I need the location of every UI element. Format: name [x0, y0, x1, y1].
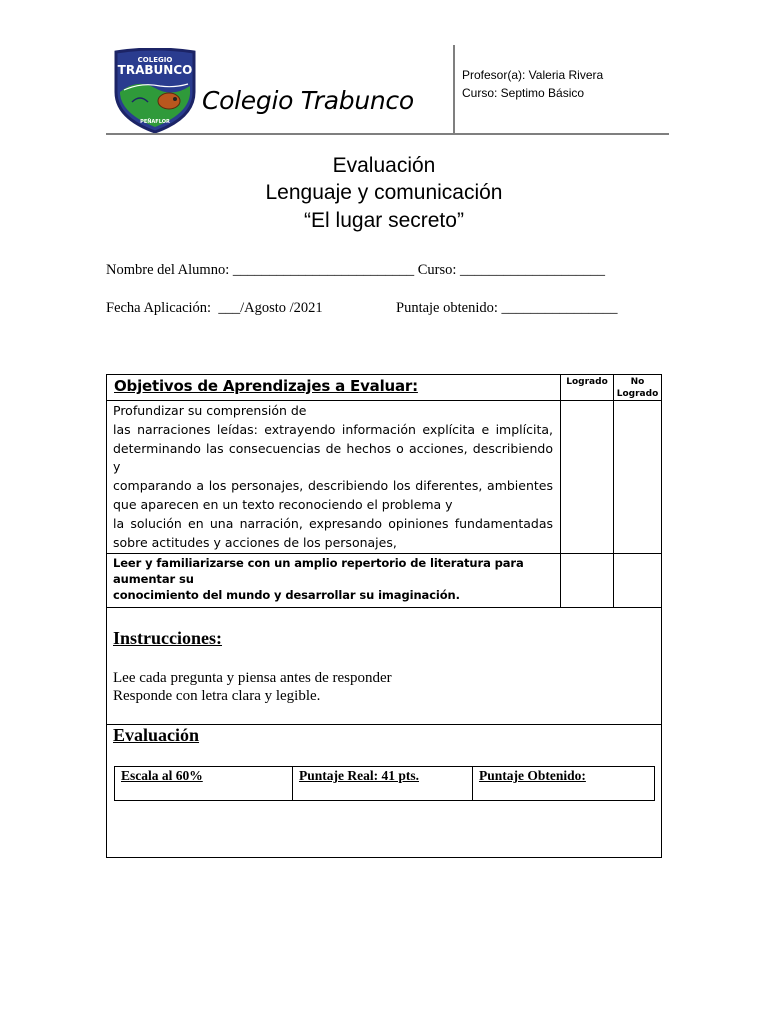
school-logo — [112, 48, 198, 134]
score-blank[interactable]: ________________ — [501, 300, 618, 316]
objective-1-line: determinando las consecuencias de hechos o acciones, describiendo y — [113, 440, 553, 475]
objective-1-line: Profundizar su comprensión de — [113, 403, 307, 418]
objective-2-not-achieved-cell[interactable] — [614, 554, 661, 607]
title-story: “El lugar secreto” — [304, 209, 464, 232]
score-col-divider-1 — [292, 766, 293, 801]
scale-label: Escala al 60% — [121, 768, 203, 783]
objective-1-line: que aparecen en un texto reconociendo el problema y — [113, 496, 453, 512]
objective-2-line: Leer y familiarizarse con un amplio repertorio de literatura para aumentar su — [113, 556, 524, 586]
obtained-score-label: Puntaje Obtenido: — [479, 768, 586, 783]
objective-2-text — [113, 555, 555, 603]
instructions-box — [106, 607, 662, 725]
title-subject: Lenguaje y comunicación — [265, 181, 503, 204]
objective-2-achieved-cell[interactable] — [561, 554, 613, 607]
date-line[interactable]: Fecha Aplicación: ___/Agosto /2021 — [106, 300, 323, 316]
real-score-label: Puntaje Real: 41 pts. — [299, 768, 419, 783]
objective-1-achieved-cell[interactable] — [561, 401, 613, 553]
objective-1-line: las narraciones leídas: extrayendo información explícita e implícita, — [113, 421, 553, 437]
objective-2-line: conocimiento del mundo y desarrollar su imaginación. — [113, 588, 460, 602]
evaluation-title: Evaluación — [113, 725, 200, 745]
logo-text-main: TRABUNCO — [117, 63, 193, 77]
score-col-divider-2 — [472, 766, 473, 801]
objective-1-line: sobre actitudes y acciones de los personajes, — [113, 534, 397, 550]
logo-text-top: COLEGIO — [137, 56, 173, 64]
score-label: Puntaje obtenido: — [396, 300, 502, 316]
instructions-title: Instrucciones: — [113, 628, 222, 648]
objective-1-not-achieved-cell[interactable] — [614, 401, 661, 553]
col-not-achieved-header — [614, 376, 661, 400]
header-divider-horizontal — [106, 133, 669, 135]
objective-1-line: la solución en una narración, expresando opiniones fundamentadas — [113, 515, 553, 531]
student-name-line[interactable]: Nombre del Alumno: _________________________ Curso: ____________________ — [106, 262, 606, 278]
logo-text-bottom: PEÑAFLOR — [140, 119, 170, 125]
col-achieved-header: Logrado — [566, 377, 608, 387]
instruction-line-1: Lee cada pregunta y piensa antes de responder — [113, 670, 392, 686]
course-name: Curso: Septimo Básico — [462, 86, 585, 100]
header-divider-vertical — [453, 45, 455, 134]
score-line[interactable] — [396, 300, 618, 317]
col-not-achieved-header-line1: No — [630, 377, 645, 387]
title-evaluation: Evaluación — [332, 154, 436, 177]
instruction-line-2: Responde con letra clara y legible. — [113, 688, 321, 704]
teacher-name: Profesor(a): Valeria Rivera — [462, 68, 604, 82]
col-not-achieved-header-line2: Logrado — [616, 389, 659, 399]
objectives-heading: Objetivos de Aprendizajes a Evaluar: — [114, 377, 418, 395]
objective-1-line: comparando a los personajes, describiendo los diferentes, ambientes — [113, 478, 553, 494]
objective-1-text — [113, 402, 553, 552]
school-name: Colegio Trabunco — [202, 86, 414, 115]
